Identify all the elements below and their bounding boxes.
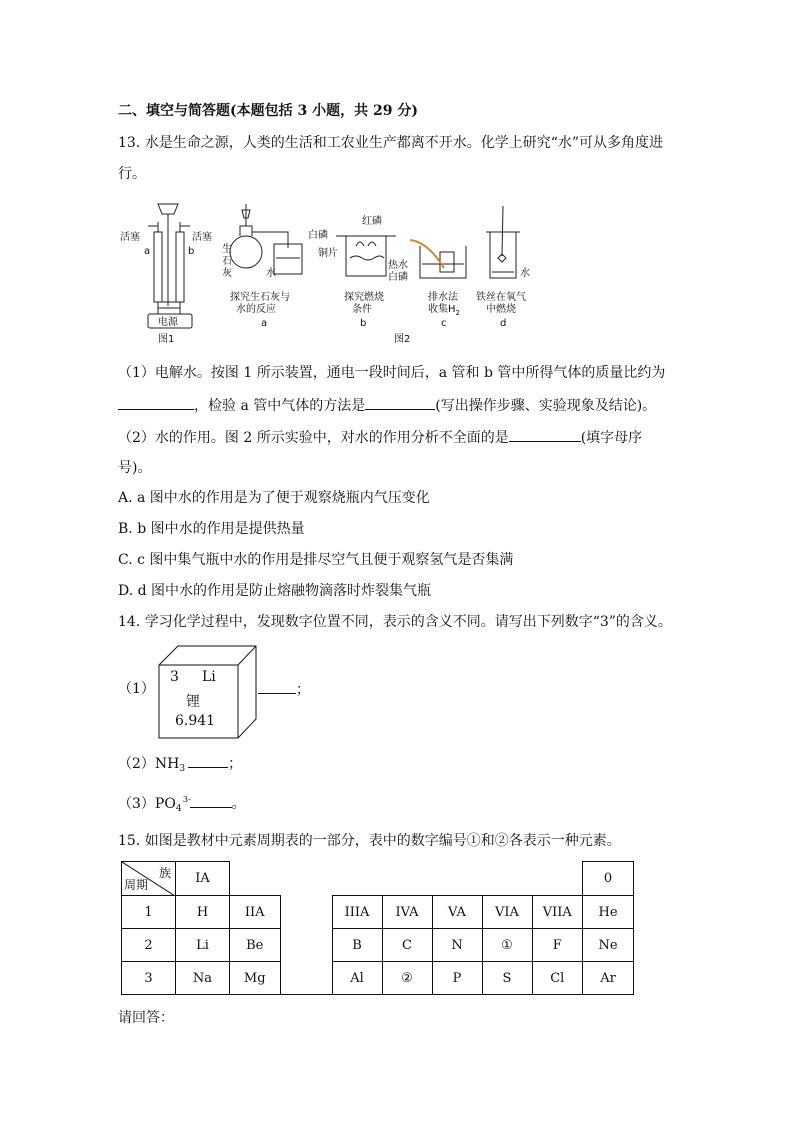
- fig2b-letter: b: [360, 318, 367, 329]
- fig2a-caption2: 水的反应: [236, 304, 276, 315]
- table-row: [122, 896, 634, 929]
- cell-va: VA: [432, 896, 482, 929]
- cell-element-1: ①: [482, 929, 532, 962]
- fig2a-quicklime-1: 生: [222, 244, 232, 255]
- figure-1-electrolysis: [148, 204, 195, 328]
- cube-symbol: Li: [202, 669, 216, 685]
- fig1-a-label: a: [144, 246, 151, 257]
- answer-blank-mass-ratio[interactable]: [118, 395, 194, 410]
- cell-iiia: IIIA: [332, 896, 382, 929]
- period-1: 1: [122, 896, 176, 929]
- fig2d-caption1: 铁丝在氧气: [476, 292, 526, 303]
- fig2-caption: 图2: [394, 334, 411, 345]
- fig2b-caption2: 条件: [352, 304, 372, 315]
- q13-stem-line1: 13. 水是生命之源，人类的生活和工农业生产都离不开水。化学上研究“水”可从多角度进: [118, 135, 664, 151]
- table-corner: 族 周期: [122, 862, 176, 896]
- fig1-power-label: 电源: [158, 317, 178, 328]
- cell-he: He: [583, 896, 634, 929]
- q13-part1-line1: （1）电解水。按图 1 所示装置，通电一段时间后，a 管和 b 管中所得气体的质量比约为: [118, 365, 666, 381]
- section-title: 二、填空与简答题(本题包括 3 小题，共 29 分): [118, 103, 418, 119]
- q13-part2-line2: 号)。: [118, 460, 152, 476]
- q15-stem: 15. 如图是教材中元素周期表的一部分，表中的数字编号①和②各表示一种元素。: [118, 833, 621, 849]
- fig1-valve-right-label: 活塞: [192, 232, 212, 243]
- q14-item3: （3）PO 3- $_4$ 。: [118, 795, 246, 814]
- group-0-header: 0: [583, 862, 634, 896]
- cell-b: B: [332, 929, 382, 962]
- formula-nh3: $NH_3$: [154, 756, 186, 774]
- fig2c-caption2: 收集$H_2$: [428, 304, 460, 317]
- fig2c-caption1: 排水法: [428, 292, 458, 303]
- fig2b-hot-water: 热水: [388, 260, 408, 271]
- cell-iia: IIA: [230, 896, 281, 929]
- cube-element-name: 锂: [186, 694, 200, 710]
- answer-blank-item2[interactable]: [188, 753, 228, 768]
- cell-na: Na: [176, 962, 230, 995]
- q15-answer-prompt: 请回答：: [118, 1010, 174, 1026]
- answer-blank-item1[interactable]: [258, 679, 296, 694]
- fig2a-quicklime-3: 灰: [222, 268, 232, 279]
- q13-option-a: A. a 图中水的作用是为了便于观察烧瓶内气压变化: [118, 490, 430, 506]
- cell-ar: Ar: [583, 962, 634, 995]
- q13-option-c: C. c 图中集气瓶中水的作用是排尽空气且便于观察氢气是否集满: [118, 552, 514, 568]
- fig2a-quicklime-2: 石: [222, 256, 232, 267]
- q13-part2-line1: （2）水的作用。图 2 所示实验中，对水的作用分析不全面的是 (填字母序: [118, 427, 642, 448]
- cell-p: P: [432, 962, 482, 995]
- fig2b-copper: 铜片: [318, 248, 338, 259]
- q13-option-b: B. b 图中水的作用是提供热量: [118, 521, 305, 537]
- table-row: [122, 929, 634, 962]
- fig2b-white-p: 白磷: [308, 230, 328, 241]
- figure-2c-water-displacement: [410, 240, 466, 278]
- cell-c: C: [382, 929, 432, 962]
- cell-ne: Ne: [583, 929, 634, 962]
- fig1-caption: 图1: [158, 334, 175, 345]
- cell-mg: Mg: [230, 962, 281, 995]
- periodic-table: [121, 861, 634, 995]
- period-2: 2: [122, 929, 176, 962]
- cube-atomic-mass: 6.941: [175, 713, 216, 729]
- q13-part1-line2: ，检验 a 管中气体的方法是 (写出操作步骤、实验现象及结论)。: [118, 395, 656, 416]
- q13-option-d: D. d 图中水的作用是防止熔融物滴落时炸裂集气瓶: [118, 583, 432, 599]
- cube-atomic-number: 3: [170, 669, 179, 685]
- fig2b-red-p: 红磷: [362, 216, 382, 227]
- fig2a-water: 水: [266, 268, 276, 279]
- fig1-valve-left-label: 活塞: [120, 232, 140, 243]
- figure-2a-quicklime: [230, 204, 302, 274]
- fig2d-letter: d: [500, 318, 507, 329]
- fig2c-letter: c: [441, 318, 447, 329]
- cell-n: N: [432, 929, 482, 962]
- table-row: [122, 962, 634, 995]
- answer-blank-item3[interactable]: [190, 793, 232, 808]
- cell-cl: Cl: [532, 962, 583, 995]
- cell-element-2: ②: [382, 962, 432, 995]
- figure-2b-combustion: [336, 236, 396, 276]
- group-ia-header: IA: [176, 862, 230, 896]
- answer-blank-water-role[interactable]: [509, 427, 581, 442]
- period-3: 3: [122, 962, 176, 995]
- figure-2d-iron-burning: [486, 206, 520, 278]
- fig2d-caption2: 中燃烧: [486, 304, 516, 315]
- cell-f: F: [532, 929, 583, 962]
- cell-s: S: [482, 962, 532, 995]
- answer-blank-test-method[interactable]: [365, 395, 435, 410]
- q14-item1-label: （1）: [118, 681, 155, 697]
- q13-stem-line2: 行。: [118, 166, 146, 182]
- cell-via: VIA: [482, 896, 532, 929]
- cell-iva: IVA: [382, 896, 432, 929]
- formula-po4: PO 3- $_4$: [154, 795, 191, 814]
- q14-item1-answer: ；: [258, 679, 310, 699]
- cell-al: Al: [332, 962, 382, 995]
- fig2a-caption1: 探究生石灰与: [230, 292, 290, 303]
- q14-stem: 14. 学习化学过程中，发现数字位置不同，表示的含义不同。请写出下列数字“3”的含义。: [118, 614, 672, 630]
- cell-li: Li: [176, 929, 230, 962]
- fig2b-caption1: 探究燃烧: [344, 292, 384, 303]
- cell-h: H: [176, 896, 230, 929]
- cell-be: Be: [230, 929, 281, 962]
- fig1-b-label: b: [188, 246, 195, 257]
- fig2a-letter: a: [261, 318, 268, 329]
- q13-figure: [118, 196, 538, 346]
- fig2b-white-p2: 白磷: [388, 272, 408, 283]
- fig2d-water: 水: [520, 268, 530, 279]
- q14-item2: $(2)NH_3$ ；: [118, 753, 242, 779]
- cell-viia: VIIA: [532, 896, 583, 929]
